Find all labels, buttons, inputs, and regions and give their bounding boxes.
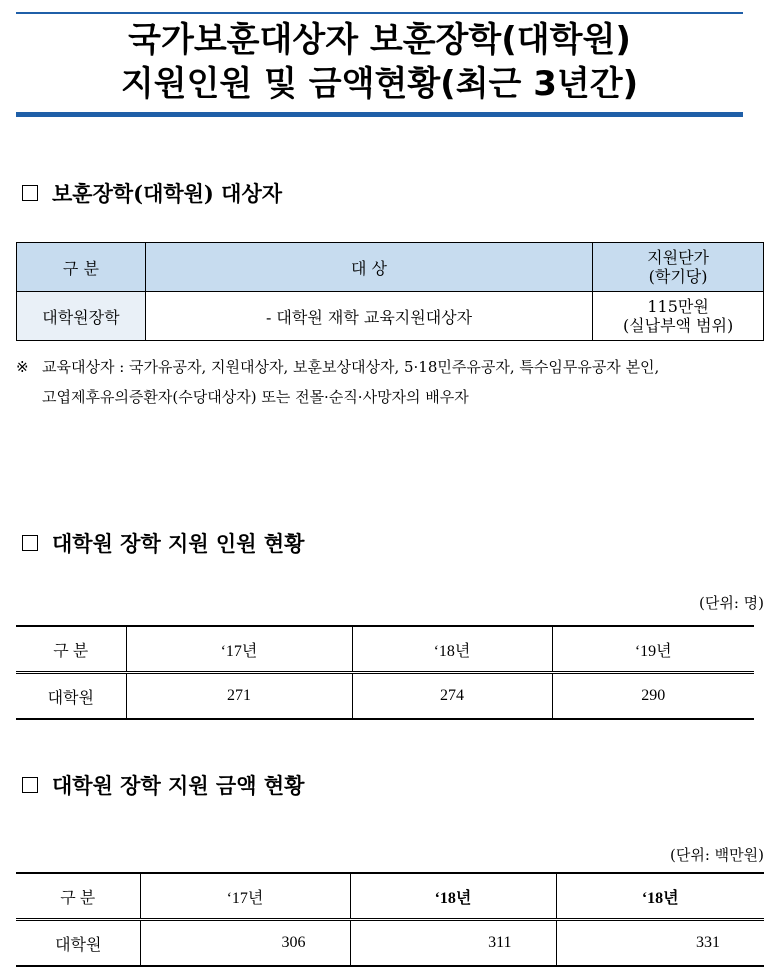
checkbox-icon xyxy=(22,185,38,201)
title-line-1: 국가보훈대상자 보훈장학(대학원) xyxy=(128,20,631,60)
target-table-header-row xyxy=(17,243,764,292)
header-unit-price: 지원단가 (학기당) xyxy=(593,243,764,292)
section1-heading-text: 보훈장학(대학원) 대상자 xyxy=(52,181,283,206)
section2-heading-text: 대학원 장학 지원 인원 현황 xyxy=(52,531,305,556)
document-title-block xyxy=(16,12,743,117)
eligibility-note xyxy=(16,352,768,412)
note-line-1: 교육대상자 : 국가유공자, 지원대상자, 보훈보상대상자, 5·18민주유공자, 특수임무유공자 본인, xyxy=(42,358,660,376)
amount-header-category: 구 분 xyxy=(16,873,140,920)
row-unit-price: 115만원 (실납부액 범위) xyxy=(593,292,764,341)
amount-row xyxy=(16,920,764,967)
amount-category: 대학원 xyxy=(16,920,140,967)
header-target: 대 상 xyxy=(145,243,592,292)
section2-heading xyxy=(22,528,304,558)
headcount-header-row xyxy=(16,626,754,673)
target-table xyxy=(16,242,764,341)
headcount-2017: 271 xyxy=(126,673,352,720)
headcount-row xyxy=(16,673,754,720)
headcount-table xyxy=(16,625,754,720)
headcount-2019: 290 xyxy=(552,673,754,720)
section2-unit: (단위: 명) xyxy=(699,594,764,612)
headcount-category: 대학원 xyxy=(16,673,126,720)
note-line-2: 고엽제후유의증환자(수당대상자) 또는 전몰·순직·사망자의 배우자 xyxy=(42,388,469,406)
document-title xyxy=(16,14,743,112)
amount-header-row xyxy=(16,873,764,920)
row-target: - 대학원 재학 교육지원대상자 xyxy=(145,292,592,341)
section1-heading xyxy=(22,178,282,208)
checkbox-icon xyxy=(22,777,38,793)
header-category: 구 분 xyxy=(17,243,146,292)
amount-2017: 306 xyxy=(140,920,350,967)
note-mark: ※ xyxy=(16,358,29,376)
section3-heading xyxy=(22,770,304,800)
section3-heading-text: 대학원 장학 지원 금액 현황 xyxy=(52,773,305,798)
row-category: 대학원장학 xyxy=(17,292,146,341)
amount-header-2017: ‘17년 xyxy=(140,873,350,920)
headcount-header-2019: ‘19년 xyxy=(552,626,754,673)
section3-unit: (단위: 백만원) xyxy=(670,846,764,864)
title-bottom-rule xyxy=(16,112,743,117)
amount-header-2018: ‘18년 xyxy=(350,873,556,920)
amount-table xyxy=(16,872,764,967)
amount-2018: 311 xyxy=(350,920,556,967)
headcount-2018: 274 xyxy=(352,673,552,720)
amount-header-2018b: ‘18년 xyxy=(556,873,764,920)
headcount-header-2018: ‘18년 xyxy=(352,626,552,673)
amount-2019: 331 xyxy=(556,920,764,967)
headcount-header-category: 구 분 xyxy=(16,626,126,673)
checkbox-icon xyxy=(22,535,38,551)
target-table-row xyxy=(17,292,764,341)
headcount-header-2017: ‘17년 xyxy=(126,626,352,673)
title-line-2: 지원인원 및 금액현황(최근 3년간) xyxy=(120,64,639,104)
